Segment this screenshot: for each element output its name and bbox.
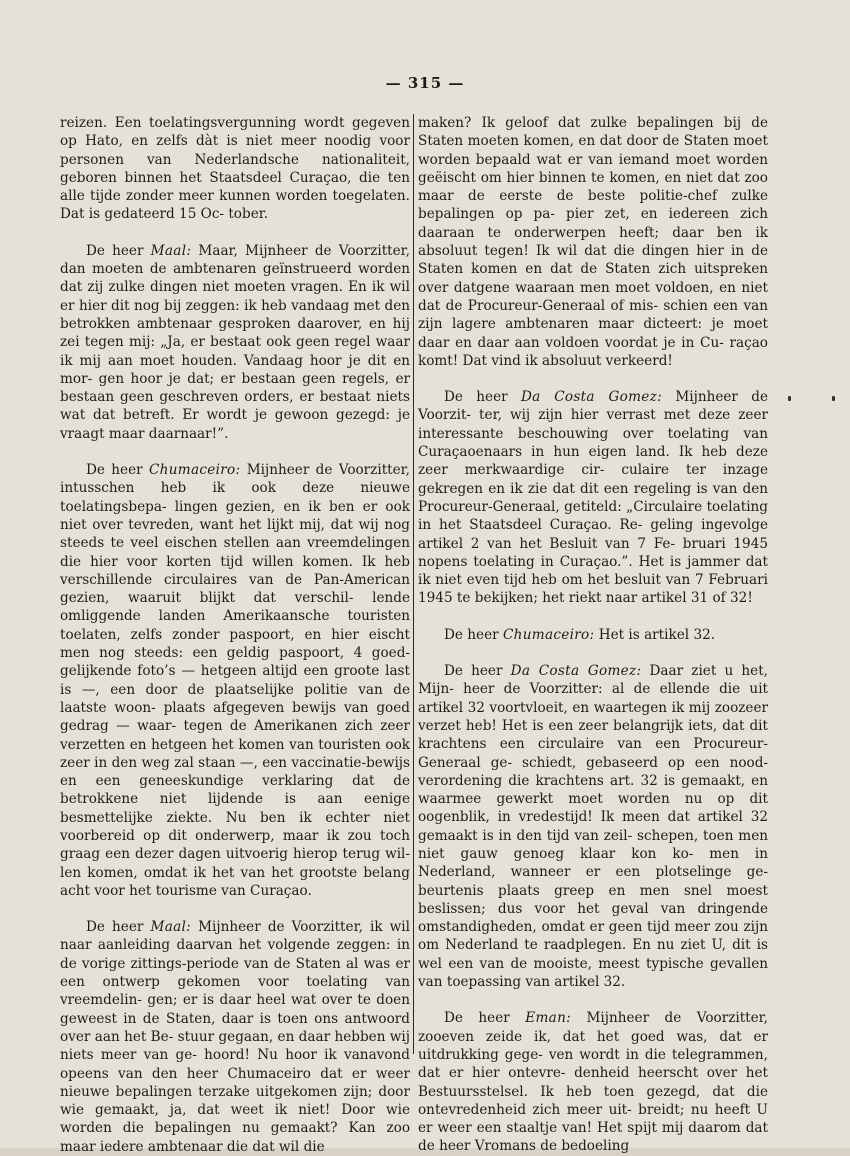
speaker-prefix: De heer [86, 919, 144, 936]
speaker-name: Maal: [150, 242, 192, 259]
paragraph-text: Mijnheer de Voorzitter, zooeven zeide ik, dat het goed was, dat er uitdrukking gege- ven wordt in die telegrammen, dat er hier ontevre- denheid heerscht over het Bestuursstelsel. Ik heb toen gezegd, dat die ontevredenheid zich meer uit- breidt; nu heeft U er weer een staaltje van! Het spijt mij daarom dat de heer Vromans de bedoeling [418, 1010, 769, 1155]
speaker-name: Da Costa Gomez: [510, 663, 642, 680]
paragraph [60, 114, 410, 224]
column-divider [413, 114, 414, 1054]
speaker-prefix: De heer [444, 626, 499, 643]
right-column [418, 114, 768, 1156]
paragraph-text: Mijnheer de Voorzitter, ik wil naar aanleiding daarvan het volgende zeggen: in de vorige zittings-periode van de Staten al was er een ontwerp gekomen voor toelating van vreemdelin- gen; er is daar heel wat over te doen geweest in de Staten, daar is toen ons antwoord over aan het Be- stuur gegaan, en daar hebben wij niets meer van ge- hoord! Nu hoor ik vanavond opeens van den heer Chumaceiro dat er weer nieuwe bepalingen terzake uitgekomen zijn; door wie gemaakt, ja, dat weet ik niet! Door wie worden die bepalingen nu gemaakt? Kan zoo maar iedere ambtenaar die dat wil die [60, 919, 410, 1155]
paragraph-text: Mijnheer de Voorzitter, intusschen heb ik ook deze nieuwe toelatingsbepa- lingen gezien, en ik ben er ook niet over tevreden, want het lijkt mij, dat wij nog steeds te veel eischen stellen aan vreemdelingen die hier voor korten tijd willen komen. Ik heb verschillende circulaires van de Pan-American gezien, waaruit blijkt dat verschil- lende omliggende landen Amerikaansche touristen toelaten, zelfs zonder paspoort, en hier eischt men nog steeds: een geldig paspoort, 4 goed-gelijkende foto’s — hetgeen altijd een groote last is —, een door de plaatselijke politie van de laatste woon- plaats afgegeven bewijs van goed gedrag — waar- tegen de Amerikanen zich zeer verzetten en hetgeen het komen van touristen ook zeer in den weg zal staan —, een vaccinatie-bewijs en een geneeskundige verklaring dat de betrokkene niet lijdende is aan eenige besmettelijke ziekte. Nu ben ik echter niet voorbereid op dit onderwerp, maar ik zou toch graag een dezer dagen uitvoerig hierop terug wil- len komen, omdat ik het van het grootste belang acht voor het tourisme van Curaçao. [60, 462, 410, 899]
paragraph-text: Maar, Mijnheer de Voorzitter, dan moeten de ambtenaren geïnstrueerd worden dat zij zulke dingen niet moeten vragen. En ik wil er hier dit nog bij zeggen: ik heb vandaag met den betrokken ambtenaar gesproken daarover, en hij zei tegen mij: „Ja, er bestaat ook geen regel waar ik mij aan moet houden. Vandaag hoor je dit en mor- gen hoor je dat; er bestaan geen regels, er bestaan geen geschreven orders, er bestaat niets wat dat betreft. Er wordt je gewoon gezegd: je vraagt maar daarnaar!”. [60, 242, 410, 442]
speaker-prefix: De heer [86, 242, 144, 259]
speaker-name: Da Costa Gomez: [520, 389, 662, 406]
speech-paragraph [418, 1009, 768, 1155]
binding-hole-mark [788, 396, 791, 401]
paragraph-text: maken? Ik geloof dat zulke bepalingen bij de Staten moeten komen, en dat door de Staten moet worden bepaald wat er van iemand moet worden geëischt om hier binnen te komen, en niet dat zoo maar de eerste de beste politie-chef zulke bepalingen op pa- pier zet, en iedereen zich daaraan te onderwerpen heeft; daar ben ik absoluut tegen! Ik wil dat die dingen hier in de Staten komen en dat de Staten zich uitspreken over datgene waaraan men moet voldoen, en niet dat de Procureur-Generaal of mis- schien een van zijn lagere ambtenaren maar dicteert: je moet daar en daar aan voldoen voordat je in Cu- raçao komt! Dat vind ik absoluut verkeerd! [418, 115, 768, 369]
speaker-name: Maal: [150, 919, 192, 936]
speech-paragraph [60, 242, 410, 443]
binding-hole-mark [832, 396, 835, 401]
speech-paragraph [418, 662, 768, 991]
paragraph-text: reizen. Een toelatingsvergunning wordt gegeven op Hato, en zelfs dàt is niet meer noodig voor personen van Nederlandsche nationaliteit, geboren binnen het Staatsdeel Curaçao, die ten alle tijde zonder meer kunnen worden toegelaten. Dat is gedateerd 15 Oc- tober. [60, 115, 410, 223]
speaker-prefix: De heer [444, 1010, 510, 1027]
speech-paragraph [418, 626, 768, 644]
speaker-prefix: De heer [444, 389, 508, 406]
speaker-name: Chumaceiro: [148, 462, 241, 479]
paragraph [418, 114, 768, 370]
page-number: — 315 — [385, 74, 465, 92]
speech-paragraph [60, 918, 410, 1156]
paragraph-text: Daar ziet u het, Mijn- heer de Voorzitter: al de ellende die uit artikel 32 voortvloeit, en waartegen ik mij zoozeer verzet heb! Het is een zeer belangrijk iets, dat dit krachtens een circulaire van een Procureur-Generaal ge- schiedt, gebaseerd op een nood-verordening die krachtens art. 32 is gemaakt, en waarmee gewerkt moet worden nu op dit oogenblik, in vredestijd! Ik meen dat artikel 32 gemaakt is in den tijd van zeil- schepen, toen men niet gauw genoeg klaar kon ko- men in Nederland, wanneer er een plotselinge ge- beurtenis plaats greep en men snel moest beslissen; dus voor het geval van dringende omstandigheden, omdat er geen tijd meer zou zijn om Nederland te raadplegen. En nu ziet U, dit is wel een van de mooiste, meest typische gevallen van toepassing van artikel 32. [418, 663, 768, 991]
speaker-name: Chumaceiro: [502, 626, 595, 643]
speaker-name: Eman: [525, 1010, 572, 1027]
left-column [60, 114, 410, 1156]
speech-paragraph [60, 461, 410, 900]
speaker-prefix: De heer [86, 462, 143, 479]
speaker-prefix: De heer [444, 663, 503, 680]
paragraph-text: Mijnheer de Voorzit- ter, wij zijn hier verrast met deze zeer interessante beschouwing over toelating van Curaçaoenaars in hun eigen land. Ik heb deze zeer merkwaardige cir- culaire ter inzage gekregen en ik zie dat dit een regeling is van den Procureur-Generaal, getiteld: „Circulaire toelating in het Staatsdeel Curaçao. Re- geling ingevolge artikel 2 van het Besluit van 7 Fe- bruari 1945 nopens toelating in Curaçao.”. Het is jammer dat ik niet even tijd heb om het besluit van 7 Februari 1945 te bekijken; het riekt naar artikel 31 of 32! [418, 389, 769, 607]
paragraph-text: Het is artikel 32. [598, 626, 716, 643]
speech-paragraph [418, 388, 768, 608]
